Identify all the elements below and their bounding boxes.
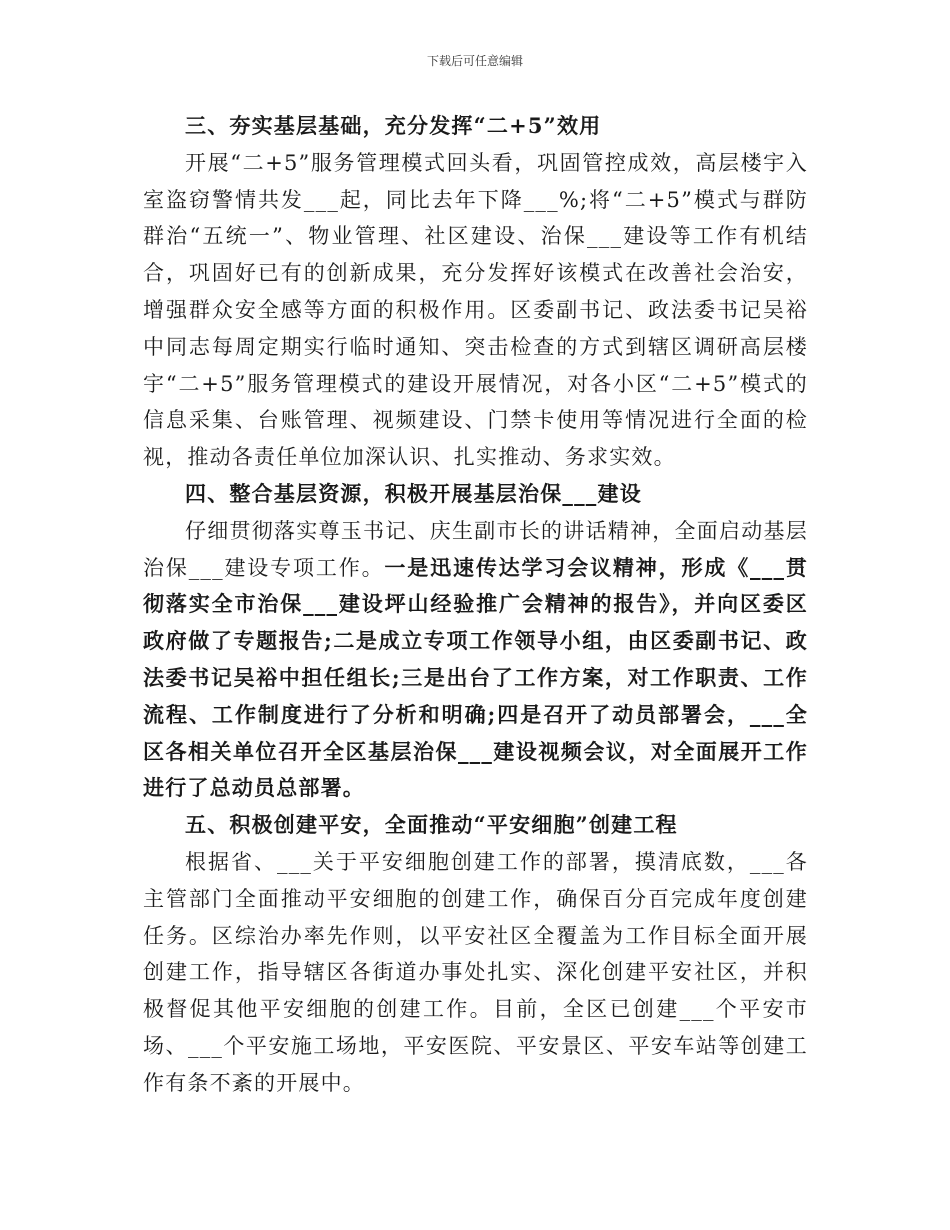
section-3-heading: 三、夯实基层基础，充分发挥“二+5”效用 [185,113,602,138]
page-header-note: 下载后可任意编辑 [426,54,523,68]
section-4-body [143,513,808,807]
document-body [143,108,808,1102]
section-5-heading: 五、积极创建平安，全面推动“平安细胞”创建工程 [185,812,678,838]
section-3-body: 开展“二+5”服务管理模式回头看，巩固管控成效，高层楼宇入室盗窃警情共发___起，同比去年下降___%;将“二+5”模式与群防群治“五统一”、物业管理、社区建设、治保___建设等工作有机结合，巩固好已有的创新成果，充分发挥好该模式在改善社会治安，增强群众安全感等方面的积极作用。区委副书记、政法委书记吴裕中同志每周定期实行临时通知、突击检查的方式到辖区调研高层楼宇“二+5”服务管理模式的建设开展情况，对各小区“二+5”模式的信息采集、台账管理、视频建设、门禁卡使用等情况进行全面的检视，推动各责任单位加深认识、扎实推动、务求实效。 [143,150,808,470]
section-4-body-bold: 一是迅速传达学习会议精神，形成《___贯彻落实全市治保___建设坪山经验推广会精神的报告》，并向区委区政府做了专题报告;二是成立专项工作领导小组，由区委副书记、政法委书记吴裕中担任组长;三是出台了工作方案，对工作职责、工作流程、工作制度进行了分析和明确;四是召开了动员部署会，___全区各相关单位召开全区基层治保___建设视频会议，对全面展开工作进行了总动员总部署。 [143,554,808,801]
section-4-heading: 四、整合基层资源，积极开展基层治保___建设 [185,480,642,506]
section-5-body: 根据省、___关于平安细胞创建工作的部署，摸清底数，___各主管部门全面推动平安细胞的创建工作，确保百分百完成年度创建任务。区综治办率先作则，以平安社区全覆盖为工作目标全面开展创建工作，指导辖区各街道办事处扎实、深化创建平安社区，并积极督促其他平安细胞的创建工作。目前，全区已创建___个平安市场、___个平安施工场地，平安医院、平安景区、平安车站等创建工作有条不紊的开展中。 [143,849,808,1095]
section-4-body-intro: 仔细贯彻落实尊玉书记、庆生副市长的讲话精神，全面启动基层治保___建设专项工作。 [143,518,808,580]
